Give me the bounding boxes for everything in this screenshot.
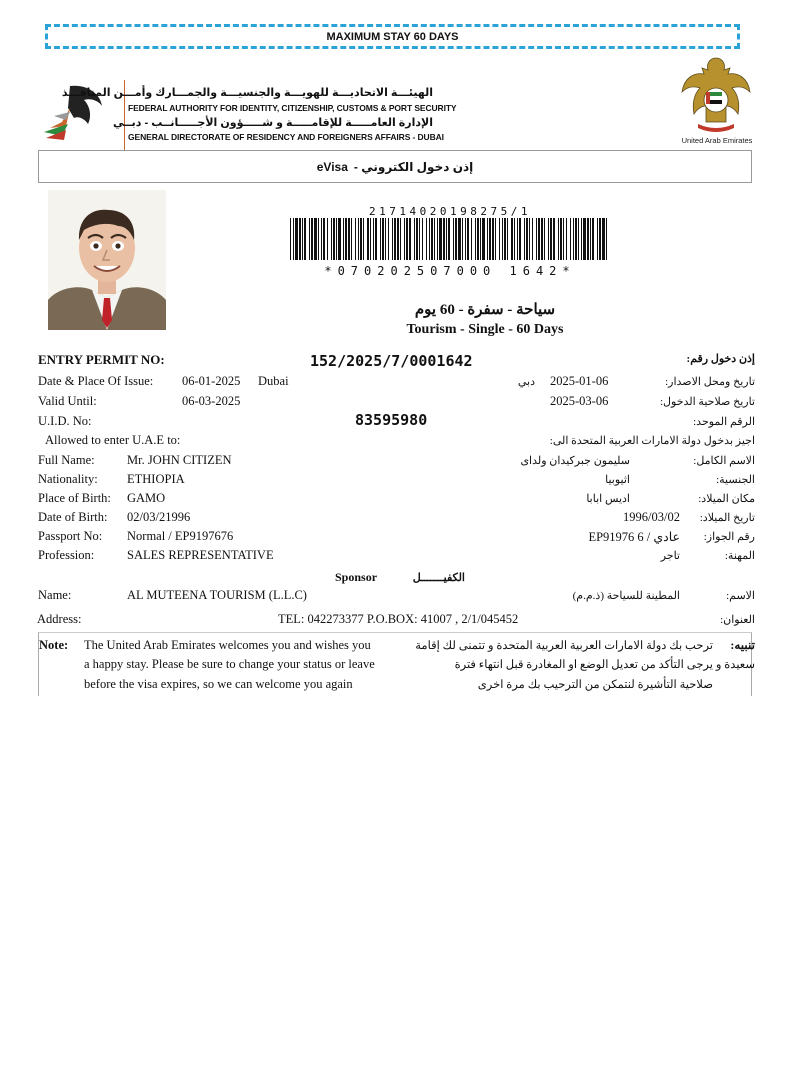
birth-place-label: Place of Birth: — [38, 491, 111, 505]
nationality-label-ar: الجنسية: — [716, 474, 755, 486]
sponsor-heading: Sponsor — [335, 570, 378, 584]
barcode-bar — [295, 218, 298, 260]
barcode-bar — [370, 218, 371, 260]
country-label: United Arab Emirates — [681, 136, 753, 145]
barcode-bar — [514, 218, 515, 260]
barcode-bar — [400, 218, 401, 260]
barcode-bar — [327, 218, 328, 260]
barcode-bar — [416, 218, 418, 260]
barcode-bar — [392, 218, 393, 260]
uid-label: U.I.D. No: — [38, 414, 92, 428]
barcode-bar — [355, 218, 356, 260]
barcode-bar — [573, 218, 574, 260]
full-name-value: Mr. JOHN CITIZEN — [127, 453, 232, 467]
barcode-bar — [437, 218, 438, 260]
barcode-bar — [602, 218, 605, 260]
passport-label: Passport No: — [38, 529, 103, 543]
barcode-bar — [575, 218, 577, 260]
note-line-2: a happy stay. Please be sure to change your status or leave — [84, 657, 375, 671]
barcode-bar — [426, 218, 427, 260]
barcode-bar — [465, 218, 466, 260]
barcode-bar — [304, 218, 306, 260]
barcode-bar — [524, 218, 525, 260]
authority-name-ar: الهيئـــة الاتحاديـــة للهويـــة والجنسيـــة والجمـــارك وأمـــن المنافـــذ — [61, 87, 433, 99]
barcode-bar — [548, 218, 549, 260]
barcode-bar — [360, 218, 362, 260]
nationality-value-ar: اثيوبيا — [605, 474, 630, 486]
barcode-bar — [422, 218, 423, 260]
barcode-bar — [419, 218, 420, 260]
barcode-bar — [475, 218, 476, 260]
barcode-bar — [429, 218, 430, 260]
birth-place-label-ar: مكان الميلاد: — [698, 493, 755, 505]
max-stay-text: MAXIMUM STAY 60 DAYS — [326, 30, 459, 43]
holder-photo — [48, 190, 166, 330]
barcode-bar — [333, 218, 335, 260]
barcode-bar — [507, 218, 508, 260]
barcode-bar — [592, 218, 594, 260]
barcode-bar — [375, 218, 377, 260]
barcode-bar — [363, 218, 364, 260]
birth-date-label: Date of Birth: — [38, 510, 108, 524]
valid-date: 06-03-2025 — [182, 394, 241, 408]
sponsor-heading-ar: الكفيـــــــل — [412, 572, 465, 584]
barcode-bar — [487, 218, 488, 260]
barcode-bar — [434, 218, 435, 260]
barcode-bar — [566, 218, 567, 260]
profession-label-ar: المهنة: — [724, 550, 755, 562]
permit-label-ar: إذن دخول رقم: — [686, 353, 755, 365]
barcode-bar — [380, 218, 381, 260]
profession-value: SALES REPRESENTATIVE — [127, 548, 274, 562]
note-label-ar: تنبيه: — [730, 638, 755, 652]
barcode-bar — [388, 218, 389, 260]
barcode-bar — [587, 218, 589, 260]
barcode-bar — [583, 218, 586, 260]
barcode-bar — [462, 218, 463, 260]
barcode-bar — [599, 218, 601, 260]
barcode-bar — [519, 218, 521, 260]
barcode-top-number: 21714020198275/1 — [369, 205, 531, 218]
barcode-bar — [570, 218, 571, 260]
barcode-bar — [458, 218, 461, 260]
barcode-bar — [331, 218, 332, 260]
barcode-bar — [309, 218, 310, 260]
barcode-bar — [504, 218, 506, 260]
birth-date-label-ar: تاريخ الميلاد: — [699, 512, 755, 524]
barcode-bar — [558, 218, 559, 260]
passport-value-ar: عادي / 6 EP91976 — [588, 530, 680, 544]
barcode-bar — [502, 218, 503, 260]
barcode-bar — [526, 218, 528, 260]
barcode-bar — [406, 218, 408, 260]
profession-label: Profession: — [38, 548, 95, 562]
barcode-bar — [314, 218, 317, 260]
sponsor-name: AL MUTEENA TOURISM (L.L.C) — [127, 588, 307, 602]
evisa-title-en: eVisa — [316, 159, 348, 174]
barcode-bar — [606, 218, 607, 260]
issue-place: Dubai — [258, 374, 289, 388]
barcode-bar — [431, 218, 433, 260]
barcode-bar — [290, 218, 291, 260]
barcode-bar — [482, 218, 485, 260]
barcode-bar — [345, 218, 347, 260]
uid-number: 83595980 — [355, 411, 428, 429]
barcode-bar — [541, 218, 543, 260]
barcode-bar — [373, 218, 374, 260]
barcode-bar — [581, 218, 582, 260]
barcode-bar — [455, 218, 457, 260]
birth-place-value: GAMO — [127, 491, 166, 505]
barcode-bar — [318, 218, 319, 260]
birth-date-value: 02/03/21996 — [127, 510, 191, 524]
barcode-bar — [404, 218, 405, 260]
nationality-label: Nationality: — [38, 472, 98, 486]
barcode-bar — [550, 218, 552, 260]
barcode-bar — [467, 218, 469, 260]
barcode-bar — [492, 218, 494, 260]
directorate-name-ar: الإدارة العامـــــة للإقامـــــة و شـــــؤون الأجـــــانــب - دبــي — [113, 117, 433, 129]
note-line-3: before the visa expires, so we can welcome you again — [84, 677, 353, 691]
barcode-bar — [532, 218, 533, 260]
passport-value: Normal / EP9197676 — [127, 529, 234, 543]
barcode-bar — [489, 218, 491, 260]
barcode-bar — [382, 218, 384, 260]
sponsor-name-label-ar: الاسم: — [726, 590, 755, 602]
barcode-bar — [495, 218, 496, 260]
barcode-bar — [397, 218, 399, 260]
barcode-bar — [367, 218, 369, 260]
barcode-bar — [338, 218, 341, 260]
allowed-label: Allowed to enter U.A.E to: — [45, 433, 181, 447]
barcode-bar — [299, 218, 301, 260]
issue-place-ar: دبي — [517, 376, 535, 388]
address-label-ar: العنوان: — [720, 614, 755, 626]
barcode-bar — [529, 218, 530, 260]
note-ar-line-1: ترحب بك دولة الامارات العربية العربية المتحدة و تتمنى لك إقامة — [415, 640, 713, 652]
uae-emblem-icon — [680, 52, 752, 136]
barcode-bar — [480, 218, 481, 260]
barcode-bar — [443, 218, 445, 260]
barcode-bar — [477, 218, 479, 260]
note-ar-line-3: صلاحية التأشيرة لنتمكن من الترحيب بك مرة اخرى — [477, 679, 713, 691]
barcode-bar — [499, 218, 500, 260]
barcode-bar — [448, 218, 450, 260]
issue-date-ar: 2025-01-06 — [550, 374, 609, 388]
barcode-bar — [293, 218, 294, 260]
note-label: Note: — [39, 638, 69, 652]
barcode-bar — [321, 218, 322, 260]
valid-label-ar: تاريخ صلاحية الدخول: — [659, 396, 755, 408]
barcode-bar — [553, 218, 555, 260]
barcode-bar — [439, 218, 442, 260]
full-name-label: Full Name: — [38, 453, 95, 467]
nationality-value: ETHIOPIA — [127, 472, 185, 486]
barcode-bar — [351, 218, 352, 260]
address-value: TEL: 042273377 P.O.BOX: 41007 , 2/1/045452 — [278, 612, 519, 626]
permit-number: 152/2025/7/0001642 — [310, 352, 473, 370]
passport-label-ar: رقم الجواز: — [703, 531, 755, 543]
barcode-bar — [343, 218, 344, 260]
profession-value-ar: تاجر — [660, 550, 680, 562]
barcode-bar — [446, 218, 447, 260]
valid-date-ar: 2025-03-06 — [550, 394, 609, 408]
barcode-bar — [414, 218, 415, 260]
barcode-bar — [394, 218, 396, 260]
barcode-bar — [538, 218, 540, 260]
barcode-bar — [511, 218, 513, 260]
barcode-bar — [597, 218, 598, 260]
barcode-bar — [348, 218, 350, 260]
document-title — [38, 150, 752, 183]
barcode-bar — [302, 218, 303, 260]
address-label: Address: — [37, 612, 82, 626]
issue-label: Date & Place Of Issue: — [38, 374, 154, 388]
barcode-bar — [385, 218, 386, 260]
issue-date: 06-01-2025 — [182, 374, 241, 388]
portrait-image — [48, 190, 166, 330]
barcode-bar — [560, 218, 562, 260]
barcode-bar — [563, 218, 564, 260]
barcode-bar — [323, 218, 325, 260]
visa-type-en: Tourism - Single - 60 Days — [406, 322, 564, 337]
max-stay-banner — [45, 24, 740, 49]
note-ar-line-2: سعيدة و يرجى التأكد من تعديل الوضع او المغادرة قبل انتهاء فترة — [454, 659, 755, 671]
visa-type-ar: سياحة - سفرة - 60 يوم — [414, 302, 556, 318]
barcode-bar — [471, 218, 472, 260]
barcode-bar — [409, 218, 411, 260]
note-line-1: The United Arab Emirates welcomes you and wishes you — [84, 638, 371, 652]
birth-place-value-ar: اديس ابابا — [586, 493, 630, 505]
barcode-icon — [290, 218, 610, 260]
barcode-bottom-number: *070202507000 1642* — [324, 264, 576, 278]
sponsor-name-ar: المطينة للسياحة (ذ.م.م) — [572, 590, 680, 602]
full-name-label-ar: الاسم الكامل: — [693, 455, 755, 467]
barcode-bar — [336, 218, 337, 260]
authority-name-en: FEDERAL AUTHORITY FOR IDENTITY, CITIZENSHIP, CUSTOMS & PORT SECURITY — [128, 103, 457, 113]
issue-label-ar: تاريخ ومحل الاصدار: — [665, 376, 755, 388]
uid-label-ar: الرقم الموحد: — [693, 416, 755, 428]
directorate-name-en: GENERAL DIRECTORATE OF RESIDENCY AND FOREIGNERS AFFAIRS - DUBAI — [128, 132, 444, 142]
evisa-title-ar: إذن دخول الكتروني - — [353, 159, 474, 174]
sponsor-name-label: Name: — [38, 588, 72, 602]
barcode-bar — [517, 218, 518, 260]
barcode-bar — [311, 218, 313, 260]
barcode-bar — [578, 218, 579, 260]
valid-label: Valid Until: — [38, 394, 97, 408]
permit-label: ENTRY PERMIT NO: — [38, 352, 165, 367]
barcode-bar — [358, 218, 359, 260]
barcode-bar — [536, 218, 537, 260]
allowed-label-ar: اجيز بدخول دولة الامارات العربية المتحدة الى: — [549, 435, 755, 447]
barcode-bar — [453, 218, 454, 260]
barcode-bar — [590, 218, 591, 260]
full-name-value-ar: سليمون جبركيدان ولداى — [520, 455, 630, 467]
birth-date-value-ar: 1996/03/02 — [623, 510, 680, 524]
barcode-bar — [544, 218, 545, 260]
